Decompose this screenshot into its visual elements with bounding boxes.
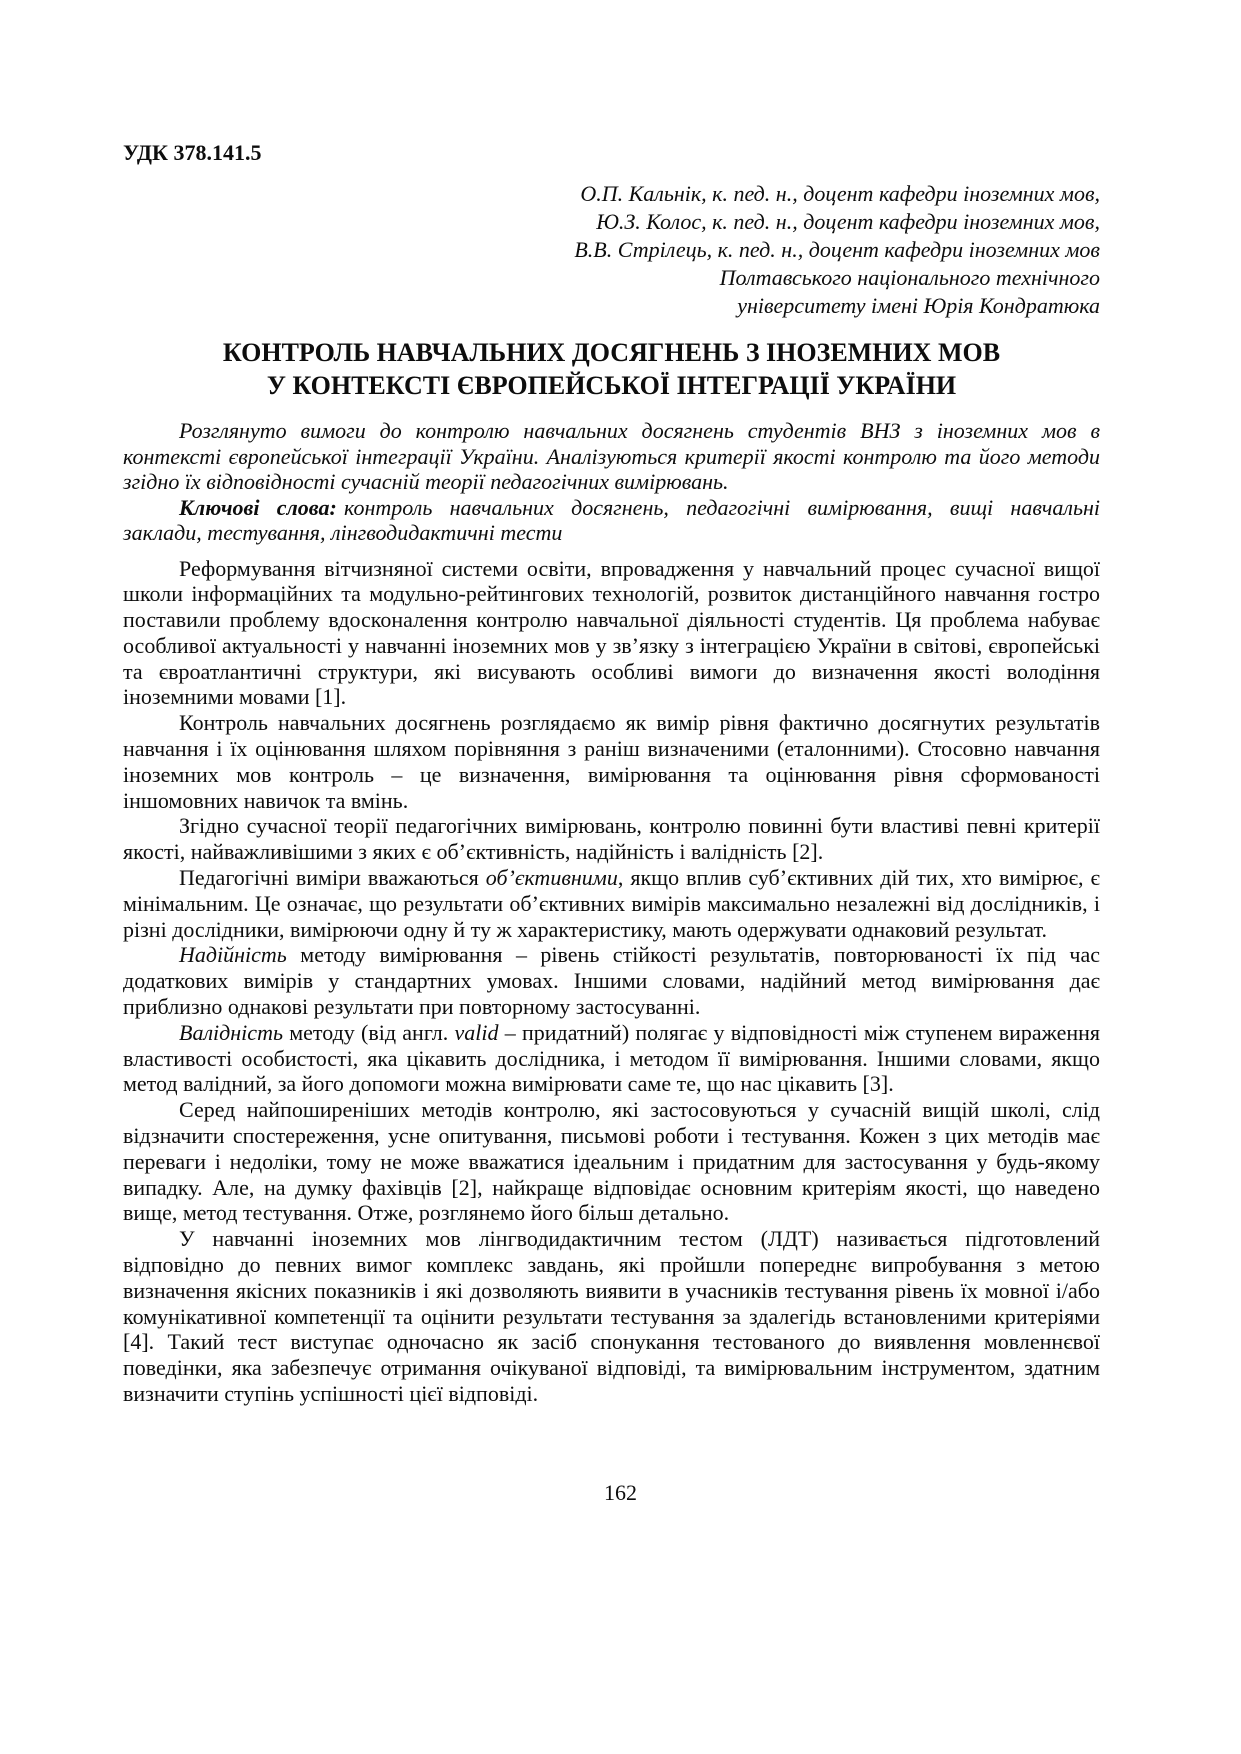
paragraph-emphasis: valid bbox=[454, 1019, 499, 1045]
paragraph-emphasis: Надійність bbox=[179, 942, 287, 968]
paragraph-text: методу вимірювання – рівень стійкості результатів, повторюваності їх під час додаткових вимірів у стандартних умовах. Іншими словами, надійний метод вимірювання дає приблизно однакові результати при повторному застосуванні. bbox=[123, 942, 1100, 1020]
paragraph-emphasis: Валідність bbox=[179, 1019, 283, 1045]
abstract-text: Розглянуто вимоги до контролю навчальних досягнень студентів ВНЗ з іноземних мов в контексті європейської інтеграції України. Аналізуються критерії якості контролю та його методи згідно їх відповідності сучасній теорії педагогічних вимірювань. bbox=[123, 418, 1100, 494]
keywords-line bbox=[123, 495, 1100, 546]
paragraph bbox=[123, 710, 1100, 813]
paragraph-text: Згідно сучасної теорії педагогічних вимірювань, контролю повинні бути властиві певні критерії якості, найважливішими з яких є об’єктивність, надійність і валідність [2]. bbox=[123, 813, 1100, 865]
author-line: О.П. Кальнік, к. пед. н., доцент кафедри іноземних мов, bbox=[580, 181, 1100, 206]
udc-code: УДК 378.141.5 bbox=[123, 140, 262, 165]
authors-block bbox=[123, 180, 1100, 320]
author-line: Ю.З. Колос, к. пед. н., доцент кафедри іноземних мов, bbox=[596, 209, 1100, 234]
paragraph-text: У навчанні іноземних мов лінгводидактичним тестом (ЛДТ) називається підготовлений відповідно до певних вимог комплекс завдань, які пройшли попереднє випробування з метою визначення якісних показників і які дозволяють виявити в учасників тестування рівень їх мовної і/або комунікативної компетенції та оцінити результати тестування за здалегідь встановленими критеріями [4]. Такий тест виступає одночасно як засіб спонукання тестованого до виявлення мовленнєвої поведінки, яка забезпечує отримання очікуваної відповіді, та вимірювальним інструментом, здатним визначити ступінь успішності цієї відповіді. bbox=[123, 1226, 1100, 1406]
paragraph bbox=[123, 813, 1100, 865]
keywords-text: контроль навчальних досягнень, педагогічні вимірювання, вищі навчальні заклади, тестування, лінгводидактичні тести bbox=[123, 494, 1100, 545]
article-title-line-2: У КОНТЕКСТІ ЄВРОПЕЙСЬКОЇ ІНТЕГРАЦІЇ УКРАЇНИ bbox=[266, 371, 957, 400]
body-paragraphs bbox=[123, 556, 1100, 1407]
author-line: В.В. Стрілець, к. пед. н., доцент кафедри іноземних мов bbox=[574, 237, 1100, 262]
article-title bbox=[123, 336, 1100, 402]
page-number: 162 bbox=[604, 1480, 637, 1505]
paragraph bbox=[123, 556, 1100, 711]
author-line: університету імені Юрія Кондратюка bbox=[737, 293, 1100, 318]
paragraph-emphasis: об’єктивними bbox=[485, 865, 618, 891]
paragraph bbox=[123, 942, 1100, 1019]
author-line: Полтавського національного технічного bbox=[719, 265, 1100, 290]
paragraph bbox=[123, 1020, 1100, 1097]
paragraph-text: методу (від англ. bbox=[282, 1019, 455, 1045]
article-title-line-1: КОНТРОЛЬ НАВЧАЛЬНИХ ДОСЯГНЕНЬ З ІНОЗЕМНИХ МОВ bbox=[222, 338, 1001, 367]
paragraph-text: Контроль навчальних досягнень розглядаємо як вимір рівня фактично досягнутих результатів навчання і їх оцінювання шляхом порівняння з раніш визначеними (еталонними). Стосовно навчання іноземних мов контроль – це визначення, вимірювання та оцінювання рівня сформованості іншомовних навичок та вмінь. bbox=[123, 710, 1100, 813]
paragraph-text: , якщо вплив суб’єктивних дій тих, хто вимірює, є мінімальним. Це означає, що результати об’єктивних вимірів максимально незалежні від дослідників, і різні дослідники, вимірюючи одну й ту ж характеристику, мають одержувати однаковий результат. bbox=[123, 865, 1100, 942]
paragraph-text: Педагогічні виміри вважаються bbox=[179, 865, 486, 891]
paragraph-text: – придатний) полягає у відповідності між ступенем вираження властивості особистості, яка цікавить дослідника, і методом її вимірювання. Іншими словами, якщо метод валідний, за його допомоги можна вимірювати саме те, що нас цікавить [3]. bbox=[123, 1019, 1100, 1097]
paragraph-text: Серед найпоширеніших методів контролю, які застосовуються у сучасній вищій школі, слід відзначити спостереження, усне опитування, письмові роботи і тестування. Кожен з цих методів має переваги і недоліки, тому не може вважатися ідеальним і придатним для застосування у будь-якому випадку. Але, на думку фахівців [2], найкраще відповідає основним критеріям якості, що наведено вище, метод тестування. Отже, розглянемо його більш детально. bbox=[123, 1097, 1100, 1226]
paragraph bbox=[123, 1226, 1100, 1407]
keywords-label: Ключові слова: bbox=[179, 494, 337, 520]
paragraph-text: Реформування вітчизняної системи освіти, впровадження у навчальний процес сучасної вищої школи інформаційних та модульно-рейтингових технологій, розвиток дистанційного навчання гостро поставили проблему вдосконалення контролю навчальної діяльності студентів. Ця проблема набуває особливої актуальності у навчанні іноземних мов у зв’язку з інтеграцією України в світові, європейські та євроатлантичні структури, які висувають особливі вимоги до визначення якості володіння іноземними мовами [1]. bbox=[123, 555, 1100, 710]
paragraph bbox=[123, 1097, 1100, 1226]
paragraph bbox=[123, 865, 1100, 942]
